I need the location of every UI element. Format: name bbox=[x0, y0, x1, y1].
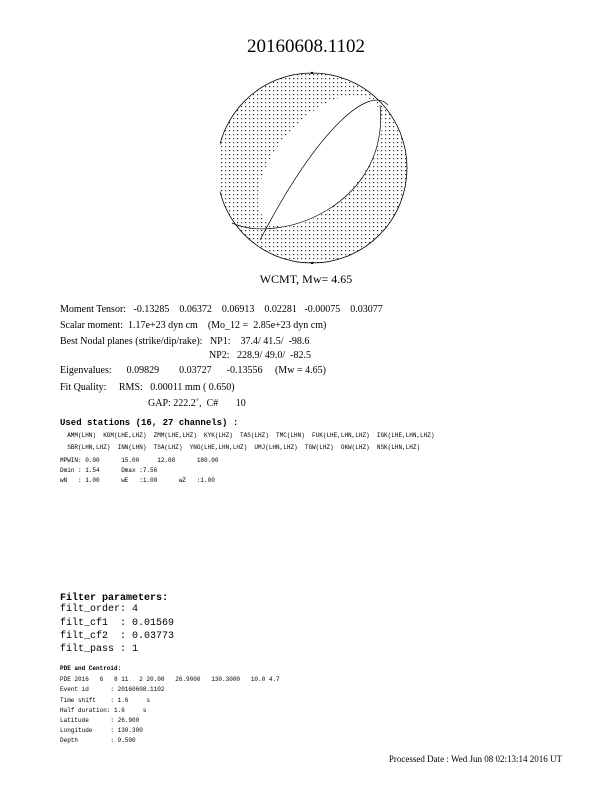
dmin-line: Dmin : 1.54 Dmax :7.56 bbox=[60, 467, 158, 474]
stations-row-2: SBR(LHN,LHZ) INN(LHN) TSA(LHZ) YNG(LHE,LHN,LHZ) UMJ(LHN,LHZ) TGW(LHZ) OKW(LHZ) NSK(LHN,LHZ) bbox=[60, 444, 421, 451]
event-id: Event id : 20160608.1102 bbox=[60, 686, 165, 693]
longitude: Longitude : 130.300 bbox=[60, 727, 143, 734]
scalar-moment: Scalar moment: 1.17e+23 dyn cm (Mo_12 = 2.85e+23 dyn cm) bbox=[60, 320, 327, 331]
filt-pass: filt_pass : 1 bbox=[60, 644, 139, 655]
moment-tensor: Moment Tensor: -0.13285 0.06372 0.06913 0.02281 -0.00075 0.03077 bbox=[60, 304, 383, 315]
filt-cf2: filt_cf2 : 0.03773 bbox=[60, 631, 175, 642]
mpwin-line: MPWIN: 0.00 15.00 12.00 180.00 bbox=[60, 457, 219, 464]
nodal-plane-2: NP2: 228.9/ 49.0/ -82.5 bbox=[209, 350, 311, 361]
filt-cf1: filt_cf1 : 0.01569 bbox=[60, 618, 175, 629]
processed-date: Processed Date : Wed Jun 08 02:13:14 2016 UT bbox=[388, 754, 562, 764]
axis-marker-bottom bbox=[311, 262, 313, 264]
nodal-plane-1: Best Nodal planes (strike/dip/rake): NP1: 37.4/ 41.5/ -98.6 bbox=[60, 336, 310, 347]
compressional-quadrant bbox=[220, 73, 407, 263]
beachball-diagram bbox=[220, 65, 420, 270]
time-shift: Time shift : 1.6 s bbox=[60, 697, 151, 704]
gap-value: GAP: 222.2˚, C# 10 bbox=[148, 398, 246, 409]
pde-line: PDE 2016 6 8 11 2 20.00 26.9000 130.3000 10.0 4.7 bbox=[60, 676, 280, 683]
stations-row-1: AMM(LHN) KGM(LHE,LHZ) ZMM(LHE,LHZ) KYK(LHZ) TAS(LHZ) TMC(LHN) FUK(LHE,LHN,LHZ) IGK(LHE,LHN,LHZ) bbox=[60, 432, 435, 439]
stations-header: Used stations (16, 27 channels) : bbox=[60, 418, 239, 428]
filt-order: filt_order: 4 bbox=[60, 604, 139, 615]
pde-header: PDE and Centroid: bbox=[60, 665, 122, 672]
depth: Depth : 9.500 bbox=[60, 737, 136, 744]
fit-quality: Fit Quality: RMS: 0.00011 mm ( 0.650) bbox=[60, 382, 235, 393]
filter-header: Filter parameters: bbox=[60, 593, 169, 604]
beachball-label: WCMT, Mw= 4.65 bbox=[259, 272, 353, 286]
page-title: 20160608.1102 bbox=[246, 36, 366, 57]
eigenvalues: Eigenvalues: 0.09829 0.03727 -0.13556 (Mw = 4.65) bbox=[60, 365, 326, 376]
weights-line: wN : 1.00 wE :1.00 wZ :1.00 bbox=[60, 477, 215, 484]
half-duration: Half duration: 1.6 s bbox=[60, 707, 147, 714]
latitude: Latitude : 26.900 bbox=[60, 717, 140, 724]
axis-marker-top bbox=[311, 72, 313, 74]
